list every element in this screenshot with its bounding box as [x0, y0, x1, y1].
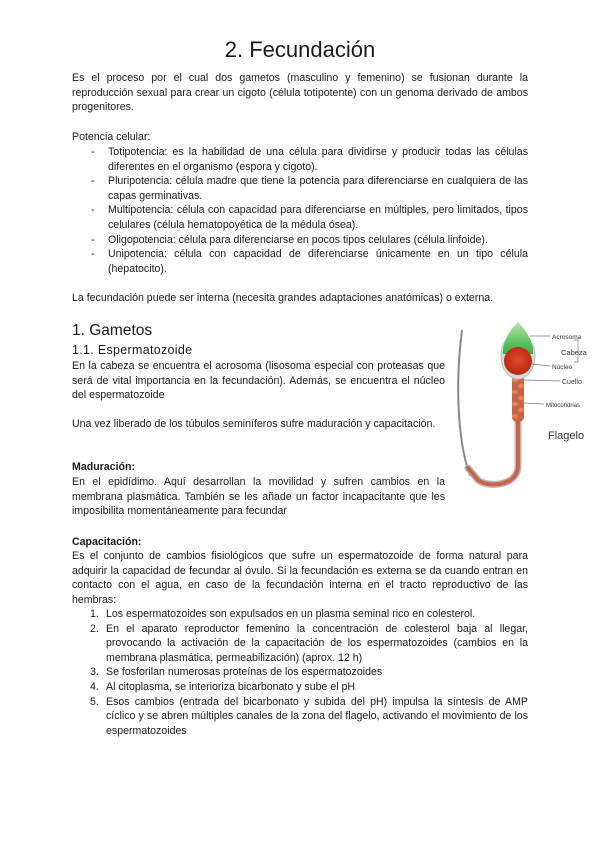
potencia-list — [72, 145, 528, 276]
section-heading-gametos: 1. Gametos — [72, 322, 153, 339]
list-item — [72, 665, 528, 680]
intro-paragraph: Es el proceso por el cual dos gametos (masculino y femenino) se fusionan durante la reproducción sexual para crear un cigoto (célula totipotente) con un genoma derivado de ambos progenitores. — [72, 72, 528, 114]
list-item: - Oligopotencia: célula para diferenciarse en pocos tipos celulares (célula linfoide). — [72, 233, 528, 248]
flagellum — [468, 376, 518, 484]
spermatozoon-figure — [448, 316, 588, 496]
list-item: - Multipotencia: célula con capacidad para diferenciarse en múltiples, pero limitados, tipos celulares (célula hematopoyética de la médula ósea). — [72, 203, 528, 232]
step-text: Al citoplasma, se interioriza bicarbonato y sube el pH — [106, 680, 356, 693]
capacitacion-text: Es el conjunto de cambios fisiológicos que sufre un espermatozoide de forma natural para adquirir la capacidad de fecundar al óvulo. Si la fecundación es externa se da cuando entran en contacto con el agua, en caso de la fecundación interna en el tracto reproductivo de las hembras: — [72, 550, 528, 606]
step-number: 4. — [90, 680, 99, 693]
list-item — [72, 695, 528, 739]
step-text: Se fosforilan numerosas proteínas de los espermatozoides — [106, 666, 383, 679]
step-number: 5. — [90, 695, 99, 708]
label-cabeza: Cabeza — [561, 348, 587, 357]
capacitacion-heading: Capacitación: — [72, 536, 142, 548]
flagellum-core — [468, 376, 518, 484]
page-title: 2. Fecundación — [224, 37, 376, 62]
label-mitocondrias: Mitocondrias — [546, 403, 581, 409]
list-item — [72, 607, 528, 622]
list-item: - Unipotencia: célula con capacidad de diferenciarse únicamente en un tipo célula (hepatocito). — [72, 247, 528, 276]
step-number: 3. — [90, 666, 99, 679]
maduracion-heading: Maduración: — [72, 461, 135, 473]
subsection-heading-espermatozoide: 1.1. Espermatozoide — [72, 343, 193, 357]
list-item: - Pluripotencia: célula madre que tiene la potencia para diferenciarse en cualquiera de las capas germinativas. — [72, 174, 528, 203]
potencia-heading: Potencia celular: — [72, 131, 151, 143]
fecundacion-types: La fecundación puede ser interna (necesita grandes adaptaciones anatómicas) o externa. — [72, 292, 494, 304]
label-nucleo: Núcleo — [552, 364, 573, 371]
step-number: 1. — [90, 608, 99, 620]
step-number: 2. — [90, 622, 99, 635]
list-item: - Totipotencia: es la habilidad de una célula para dividirse y producir todas las células diferentes en el organismo (espora y cigoto). — [72, 145, 528, 174]
nucleus — [504, 347, 532, 375]
step-text: En el aparato reproductor femenino la concentración de colesterol baja al llegar, provocando la activación de la capacitación de los espermatozoides (cambios en la membrana plasmática, permeabilización) (aprox. 12 h) — [106, 622, 528, 664]
liberacion-paragraph: Una vez liberado de los túbulos seminíferos sufre maduración y capacitación. — [72, 418, 436, 430]
maduracion-text: En el epidídimo. Aquí desarrollan la movilidad y sufren cambios en la membrana plasmática. También se les añade un factor incapacitante que les imposibilita momentáneamente para fecundar — [72, 476, 445, 518]
flagellum-outline — [458, 330, 470, 476]
label-cuello: Cuello — [562, 379, 582, 386]
capacitacion-steps — [72, 607, 528, 738]
step-text: Esos cambios (entrada del bicarbonato y subida del pH) impulsa la síntesis de AMP cíclico y se abren múltiples canales de la zona del flagelo, activando el movimiento de los espermatozoides — [106, 695, 528, 737]
step-text: Los espermatozoides son expulsados en un plasma seminal rico en colesterol. — [106, 608, 476, 620]
list-item — [72, 680, 528, 695]
label-flagelo: Flagelo — [548, 430, 585, 442]
list-item — [72, 622, 528, 666]
label-acrosoma: Acrosoma — [552, 334, 582, 341]
espermatozoide-paragraph: En la cabeza se encuentra el acrosoma (lisosoma especial con proteasas que será de vital importancia en la fecundación). Además, se encuentra el núcleo del espermatozoide — [72, 360, 445, 402]
